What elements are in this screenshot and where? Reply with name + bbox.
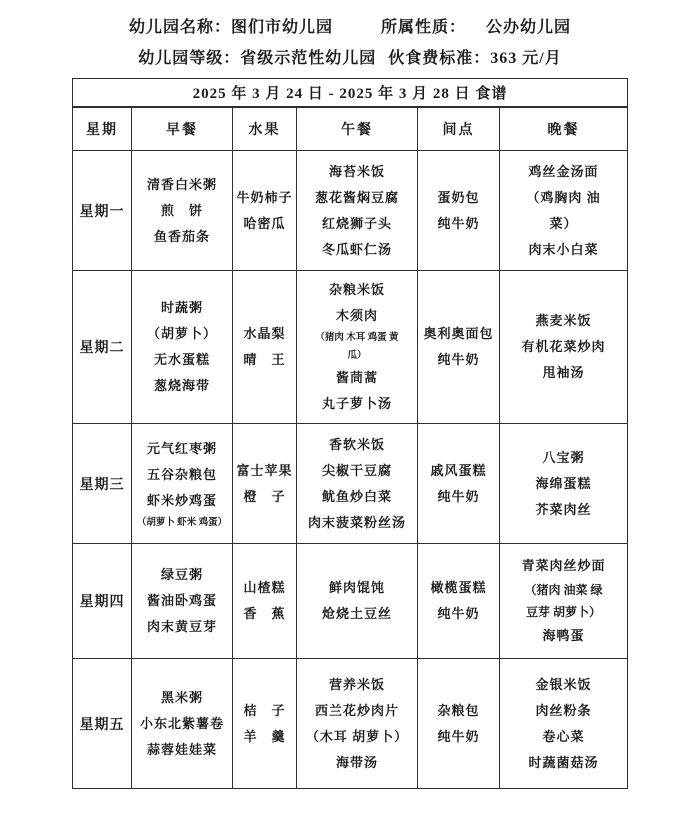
fruit-items (234, 321, 295, 373)
school-grade-label: 幼儿园等级： (138, 50, 241, 67)
menu-item: （猪肉 木耳 鸡蛋 黄 (315, 333, 399, 343)
breakfast-cell (132, 151, 233, 271)
menu-item: 水晶梨 (243, 326, 286, 341)
menu-item: 海带汤 (335, 754, 378, 770)
col-header-day: 星期 (73, 107, 132, 151)
lunch-items (298, 575, 416, 627)
menu-item: 鸡丝金汤面 (528, 163, 599, 179)
school-info-line2 (0, 41, 700, 72)
menu-item: 红烧狮子头 (321, 215, 392, 231)
menu-item: 橙 子 (243, 488, 286, 504)
breakfast-items (133, 172, 231, 250)
fruit-items (234, 698, 295, 750)
menu-item: 富士苹果 (236, 462, 293, 478)
day-cell: 星期四 (73, 544, 132, 659)
dinner-cell (500, 151, 628, 271)
menu-item: 纯牛奶 (437, 606, 480, 621)
lunch-cell (297, 424, 418, 544)
menu-item: 时蔬菌菇汤 (528, 754, 599, 770)
menu-item: 香 蕉 (243, 606, 286, 621)
school-info (0, 10, 700, 72)
menu-row (73, 659, 628, 789)
menu-item: 有机花菜炒肉 (521, 339, 606, 354)
dinner-cell (500, 659, 628, 789)
breakfast-cell (132, 271, 233, 424)
menu-item: 无水蛋糕 (153, 352, 210, 367)
weekly-menu-table (72, 78, 628, 789)
menu-item: （木耳 胡萝卜） (305, 728, 409, 744)
menu-item: 葱烧海带 (153, 378, 210, 393)
snack-cell (418, 151, 500, 271)
menu-item: 山楂糕 (243, 580, 286, 595)
menu-item: 八宝粥 (542, 449, 585, 465)
school-name-value: 图们市幼儿园 (230, 19, 333, 36)
lunch-cell (297, 544, 418, 659)
dinner-items (501, 445, 626, 523)
menu-item: 菜） (549, 215, 578, 231)
snack-items (419, 185, 498, 237)
menu-item: 鲜肉馄饨 (328, 580, 385, 595)
menu-item: 蒜蓉娃娃菜 (146, 741, 217, 757)
menu-item: 冬瓜虾仁汤 (321, 241, 392, 257)
menu-item: 木须肉 (335, 308, 378, 323)
snack-cell (418, 424, 500, 544)
col-header-dinner: 晚餐 (500, 107, 628, 151)
snack-cell (418, 544, 500, 659)
dinner-items (501, 159, 626, 263)
menu-item: 营养米饭 (328, 676, 385, 692)
school-info-line1 (0, 10, 700, 41)
menu-item: 鱿鱼炒白菜 (321, 488, 392, 504)
fruit-items (234, 458, 295, 510)
menu-item: 小东北紫薯卷 (139, 715, 224, 731)
lunch-cell (297, 659, 418, 789)
menu-item: （猪肉 油菜 绿 (524, 583, 603, 597)
lunch-cell (297, 271, 418, 424)
menu-item: 香软米饭 (328, 436, 385, 452)
menu-item: 尖椒干豆腐 (321, 462, 392, 478)
breakfast-cell (132, 544, 233, 659)
menu-item: 奥利奥面包 (423, 326, 494, 341)
menu-table-body (73, 151, 628, 789)
menu-item: 牛奶柿子 (236, 189, 293, 205)
fruit-items (234, 575, 295, 627)
fruit-cell (233, 544, 297, 659)
fruit-cell (233, 659, 297, 789)
menu-item: 金银米饭 (535, 676, 592, 692)
lunch-items (298, 277, 416, 417)
menu-item: 葱花酱焖豆腐 (314, 189, 399, 205)
menu-item: 纯牛奶 (437, 488, 480, 504)
snack-cell (418, 271, 500, 424)
meal-fee-value: 363 元/月 (490, 50, 562, 67)
menu-item: 西兰花炒肉片 (314, 702, 399, 718)
menu-item: 芥菜肉丝 (535, 501, 592, 517)
dinner-items (501, 672, 626, 776)
ownership-label: 所属性质： (381, 19, 467, 36)
menu-item: 黑米粥 (160, 689, 203, 705)
menu-item: 纯牛奶 (437, 352, 480, 367)
menu-item: 元气红枣粥 (146, 440, 217, 456)
menu-item: 时蔬粥 (160, 300, 203, 315)
fruit-cell (233, 151, 297, 271)
menu-item: 肉末黄豆芽 (146, 619, 217, 634)
lunch-items (298, 432, 416, 536)
breakfast-cell (132, 424, 233, 544)
dinner-cell (500, 424, 628, 544)
dinner-cell (500, 271, 628, 424)
table-title-row (73, 79, 628, 107)
menu-item: 五谷杂粮包 (146, 466, 217, 482)
breakfast-items (133, 685, 231, 763)
snack-items (419, 575, 498, 627)
day-cell: 星期二 (73, 271, 132, 424)
column-header-row (73, 107, 628, 151)
lunch-items (298, 159, 416, 263)
menu-row (73, 544, 628, 659)
menu-item: 橄榄蛋糕 (430, 580, 487, 595)
menu-item: 哈密瓜 (243, 215, 286, 231)
day-cell: 星期三 (73, 424, 132, 544)
school-name-label: 幼儿园名称： (128, 19, 231, 36)
menu-item: 羊 羹 (243, 728, 286, 744)
menu-item: 肉末小白菜 (528, 241, 599, 257)
menu-item: 海绵蛋糕 (535, 475, 592, 491)
menu-item: 海苔米饭 (328, 163, 385, 179)
snack-items (419, 321, 498, 373)
breakfast-items (133, 562, 231, 640)
menu-item: 纯牛奶 (437, 728, 480, 744)
day-cell: 星期五 (73, 659, 132, 789)
menu-item: （胡萝卜） (146, 326, 217, 341)
fruit-cell (233, 271, 297, 424)
menu-item: 海鸭蛋 (542, 628, 585, 643)
fruit-items (234, 185, 295, 237)
breakfast-cell (132, 659, 233, 789)
meal-fee-label: 伙食费标准： (388, 50, 491, 67)
menu-item: 甩袖汤 (542, 365, 585, 380)
dinner-items (501, 308, 626, 386)
dinner-cell (500, 544, 628, 659)
snack-cell (418, 659, 500, 789)
table-title: 2025 年 3 月 24 日 - 2025 年 3 月 28 日 食谱 (73, 79, 628, 107)
menu-row (73, 271, 628, 424)
col-header-fruit: 水果 (233, 107, 297, 151)
col-header-breakfast: 早餐 (132, 107, 233, 151)
menu-item: 肉丝粉条 (535, 702, 592, 718)
col-header-snack: 间点 (418, 107, 500, 151)
menu-item: 瓜） (347, 351, 367, 361)
menu-item: 燕麦米饭 (535, 313, 592, 328)
menu-item: 卷心菜 (542, 728, 585, 744)
school-grade-value: 省级示范性幼儿园 (240, 50, 377, 67)
snack-items (419, 458, 498, 510)
menu-item: 桔 子 (243, 702, 286, 718)
menu-item: 酱油卧鸡蛋 (146, 593, 217, 608)
menu-item: 青菜肉丝炒面 (521, 558, 606, 573)
menu-item: 蛋奶包 (437, 189, 480, 205)
dinner-items (501, 553, 626, 649)
fruit-cell (233, 424, 297, 544)
lunch-items (298, 672, 416, 776)
menu-item: 绿豆粥 (160, 567, 203, 582)
menu-row (73, 151, 628, 271)
menu-item: （胡萝卜 虾米 鸡蛋） (136, 517, 228, 528)
lunch-cell (297, 151, 418, 271)
menu-item: 酱茼蒿 (335, 370, 378, 385)
menu-row (73, 424, 628, 544)
menu-item: 纯牛奶 (437, 215, 480, 231)
menu-item: 丸子萝卜汤 (321, 396, 392, 411)
menu-item: 炝烧土豆丝 (321, 606, 392, 621)
menu-item: 杂粮包 (437, 702, 480, 718)
menu-item: 杂粮米饭 (328, 282, 385, 297)
menu-item: 煎 饼 (160, 202, 203, 218)
snack-items (419, 698, 498, 750)
menu-item: 虾米炒鸡蛋 (146, 492, 217, 508)
ownership-value: 公办幼儿园 (486, 19, 572, 36)
menu-item: 晴 王 (243, 352, 286, 367)
menu-item: （鸡胸肉 油 (526, 189, 601, 205)
breakfast-items (133, 295, 231, 399)
day-cell: 星期一 (73, 151, 132, 271)
menu-item: 清香白米粥 (146, 176, 217, 192)
breakfast-items (133, 436, 231, 532)
menu-item: 鱼香茄条 (153, 228, 210, 244)
menu-item: 豆芽 胡萝卜） (525, 605, 601, 619)
menu-item: 戚风蛋糕 (430, 462, 487, 478)
menu-item: 肉末菠菜粉丝汤 (307, 514, 406, 530)
col-header-lunch: 午餐 (297, 107, 418, 151)
